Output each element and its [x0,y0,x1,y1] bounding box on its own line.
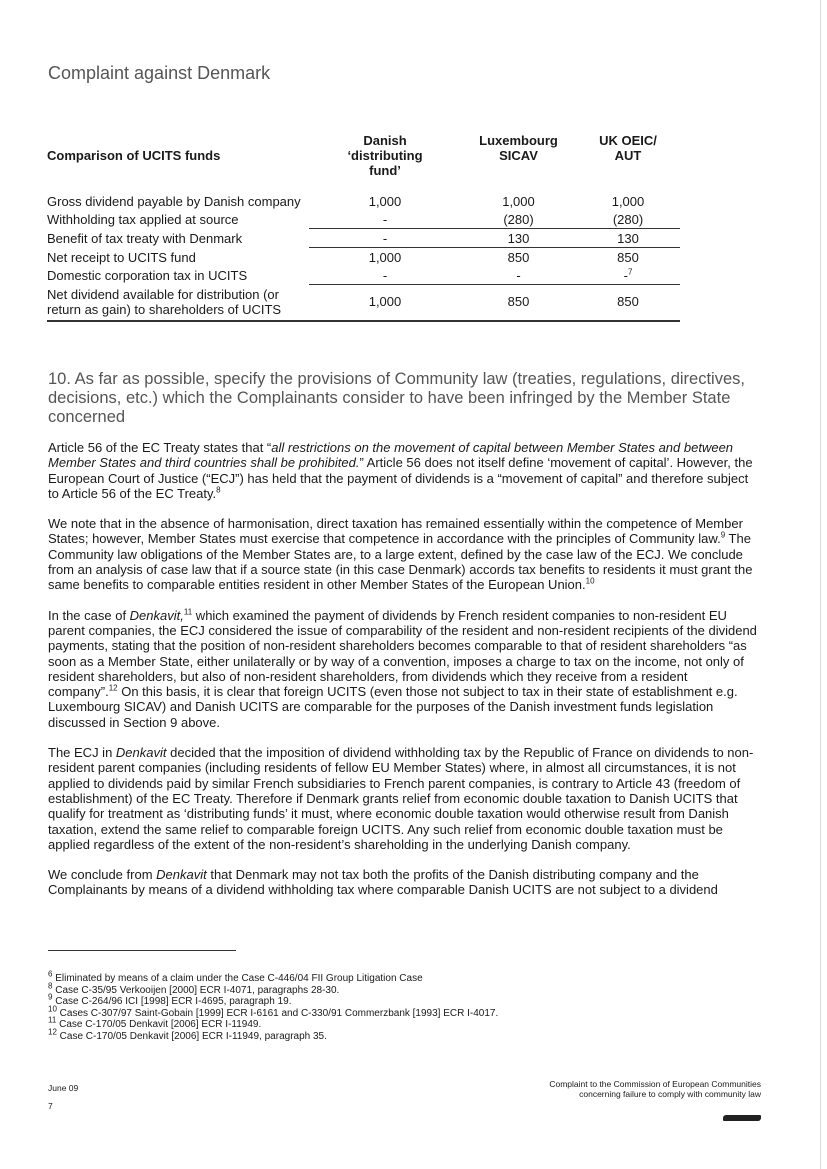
cell-danish: - [309,266,461,285]
column-header-danish [309,133,461,178]
row-label: Net receipt to UCITS fund [47,249,196,265]
footnote-number: 8 [48,981,53,991]
cell-uk: 850 [576,285,680,321]
case-name: Denkavit [156,867,207,883]
footer-title-line: concerning failure to comply with community law [579,1089,761,1099]
footer-right [549,1079,761,1099]
case-name: Denkavit [115,745,167,761]
footnote-separator [48,950,236,951]
cell-luxembourg: 850 [461,285,576,321]
footnote-number: 11 [48,1015,57,1025]
footnote [48,1015,498,1031]
text-run: which examined the payment of dividends by French resident companies to non-resident EU parent companies, the ECJ considered the issue of comparability of the resident and non-resident recipients of the dividend payments, stating that the position of non-resident shareholders becomes comparable to that of resident shareholders “as soon as a Member State, either unilaterally or by way of a convention, imposes a charge to tax on the income, not only of resident shareholders, but also of non-resident shareholders, from dividends which they receive from a resident company”. [48,607,757,700]
footer-date: June 09 [48,1083,79,1093]
text-run: We conclude from [48,867,157,883]
footnote [48,969,498,985]
column-header-line: AUT [614,148,642,163]
column-header-line: Danish [363,133,407,148]
cell-luxembourg: 1,000 [502,194,535,209]
page-heading: Complaint against Denmark [48,63,271,83]
row-label: Domestic corporation tax in UCITS [47,268,248,283]
column-header-uk [576,133,680,178]
table-header-row [47,133,680,178]
table-row [47,285,680,321]
table-row [47,210,680,229]
body-text [48,440,760,913]
footnote-ref: 10 [585,577,595,587]
table-row [47,192,680,210]
footnote-number: 10 [48,1004,57,1014]
footnote-number: 9 [48,992,53,1002]
table-row [47,266,680,285]
column-header-line: fund’ [369,163,401,178]
footnote [48,981,498,997]
section-heading: 10. As far as possible, specify the provisions of Community law (treaties, regulations, directives, decisions, etc.) which the Complainants consider to have been infringed by the Member State concerned [48,370,745,426]
footnote [48,992,498,1008]
paragraph [48,440,760,501]
footnote-text: Case C-264/96 ICI [1998] ECR I-4695, paragraph 19. [52,996,292,1007]
cell-uk: 1,000 [611,194,645,209]
footnote-ref: 8 [216,485,221,495]
text-run: The ECJ in [48,745,116,761]
cell-uk-value: - [623,268,628,283]
row-label: Net dividend available for distribution (or return as gain) to shareholders of UCITS [47,285,309,321]
footnote-text: Case C-170/05 Denkavit [2006] ECR I-11949. [56,1019,262,1030]
cell-luxembourg: (280) [461,210,576,229]
column-header-line: ‘distributing [347,148,423,163]
column-header-luxembourg [461,133,576,178]
cell-uk [576,266,680,285]
text-run: The Community law obligations of the Member States are, to a large extent, defined by the case law of the ECJ. We conclude from an analysis of case law that if a source state (in this case Denmark) accords tax benefits to residents it must grant the same benefits to comparable entities resident in other Member States of the European Union. [48,531,753,593]
cell-danish: 1,000 [368,194,402,209]
text-run: that Denmark may not tax both the profits of the Danish distributing company and the Complainants by means of a dividend withholding tax where comparable Danish UCITS are not subject to a dividend [48,867,718,898]
text-run: On this basis, it is clear that foreign UCITS (even those not subject to tax in their state of establishment e.g. Luxembourg SICAV) and Danish UCITS are comparable for the purposes of the Danish investment funds legislation discussed in Section 9 above. [48,684,738,730]
cell-danish: 1,000 [309,285,461,321]
column-header-line: UK OEIC/ [599,133,657,148]
column-header-line: SICAV [499,148,538,163]
footnote-text: Cases C-307/97 Saint-Gobain [1999] ECR I-6161 and C-330/91 Commerzbank [1993] ECR I-4017. [56,1007,499,1019]
text-run: In the case of [48,607,130,623]
column-header-line: Luxembourg [479,133,558,148]
table-row [47,229,680,248]
paragraph [48,516,760,592]
cell-uk: 130 [576,229,680,248]
text-run: ” Article 56 does not itself define ‘movement of capital’. However, the European Court of Justice (“ECJ”) has held that the payment of dividends is a “movement of capital” and therefore subject to Article 56 of the EC Treaty. [48,455,753,501]
text-run: decided that the imposition of dividend withholding tax by the Republic of France on dividends to non-resident parent companies (including residents of fellow EU Member States) where, in almost all circumstances, it is not applied to dividends paid by similar French subsidiaries to French parent companies, is contrary to Article 43 (freedom of establishment) of the EC Treaty. Therefore if Denmark grants relief from economic double taxation to Danish UCITS that qualify for treatment as ‘distributing funds’ it must, where economic double taxation would otherwise result from Danish taxation, extend the same relief to comparable foreign UCITS. Any such relief from economic double taxation must be applied regardless of the extent of the non-resident’s shareholding in the underlying Danish company. [48,745,754,852]
cell-uk: (280) [576,210,680,229]
footer-title-line: Complaint to the Commission of European Communities [549,1079,761,1089]
cell-danish: - [309,229,461,248]
footnote-ref: 7 [627,267,633,277]
footnote [48,1027,498,1043]
footer-logo-icon [723,1115,761,1121]
footnote-number: 12 [48,1027,57,1037]
page-edge [820,0,821,1169]
row-label: Withholding tax applied at source [47,212,239,227]
cell-danish: 1,000 [368,250,402,265]
ucits-comparison-table [47,133,680,322]
footnote-text: Case C-170/05 Denkavit [2006] ECR I-11949, paragraph 35. [56,1030,327,1042]
cell-uk: 850 [617,250,639,265]
table-title: Comparison of UCITS funds [47,148,221,163]
footnote [48,1004,499,1020]
footnote-text: Eliminated by means of a claim under the Case C-446/04 FII Group Litigation Case [52,973,423,984]
table-row [47,248,680,267]
footnotes [48,969,499,1042]
footnote-ref: 12 [108,683,118,693]
cell-danish: - [309,210,461,229]
case-name: Denkavit, [129,607,184,623]
text-run: We note that in the absence of harmonisation, direct taxation has remained essentially within the competence of Member States; however, Member States must exercise that competence in accordance with the principles of Community law. [48,516,743,547]
cell-luxembourg: 850 [507,250,530,265]
page-number: 7 [48,1101,53,1111]
paragraph [48,867,760,898]
footer-left [48,1079,78,1115]
paragraph [48,745,760,852]
row-label: Gross dividend payable by Danish company [47,194,301,209]
italic-quote: all restrictions on the movement of capital between Member States and between Member States and third countries shall be prohibited. [48,440,734,471]
footnote-number: 6 [48,969,53,979]
text-run: Article 56 of the EC Treaty states that “ [48,440,272,455]
footnote-ref: 11 [183,607,193,617]
cell-luxembourg: 130 [461,229,576,248]
footnote-text: Case C-35/95 Verkooijen [2000] ECR I-4071, paragraphs 28-30. [52,984,340,996]
cell-luxembourg: - [461,266,576,285]
footnote-ref: 9 [720,531,726,541]
paragraph [48,608,760,730]
row-label: Benefit of tax treaty with Denmark [47,230,243,246]
